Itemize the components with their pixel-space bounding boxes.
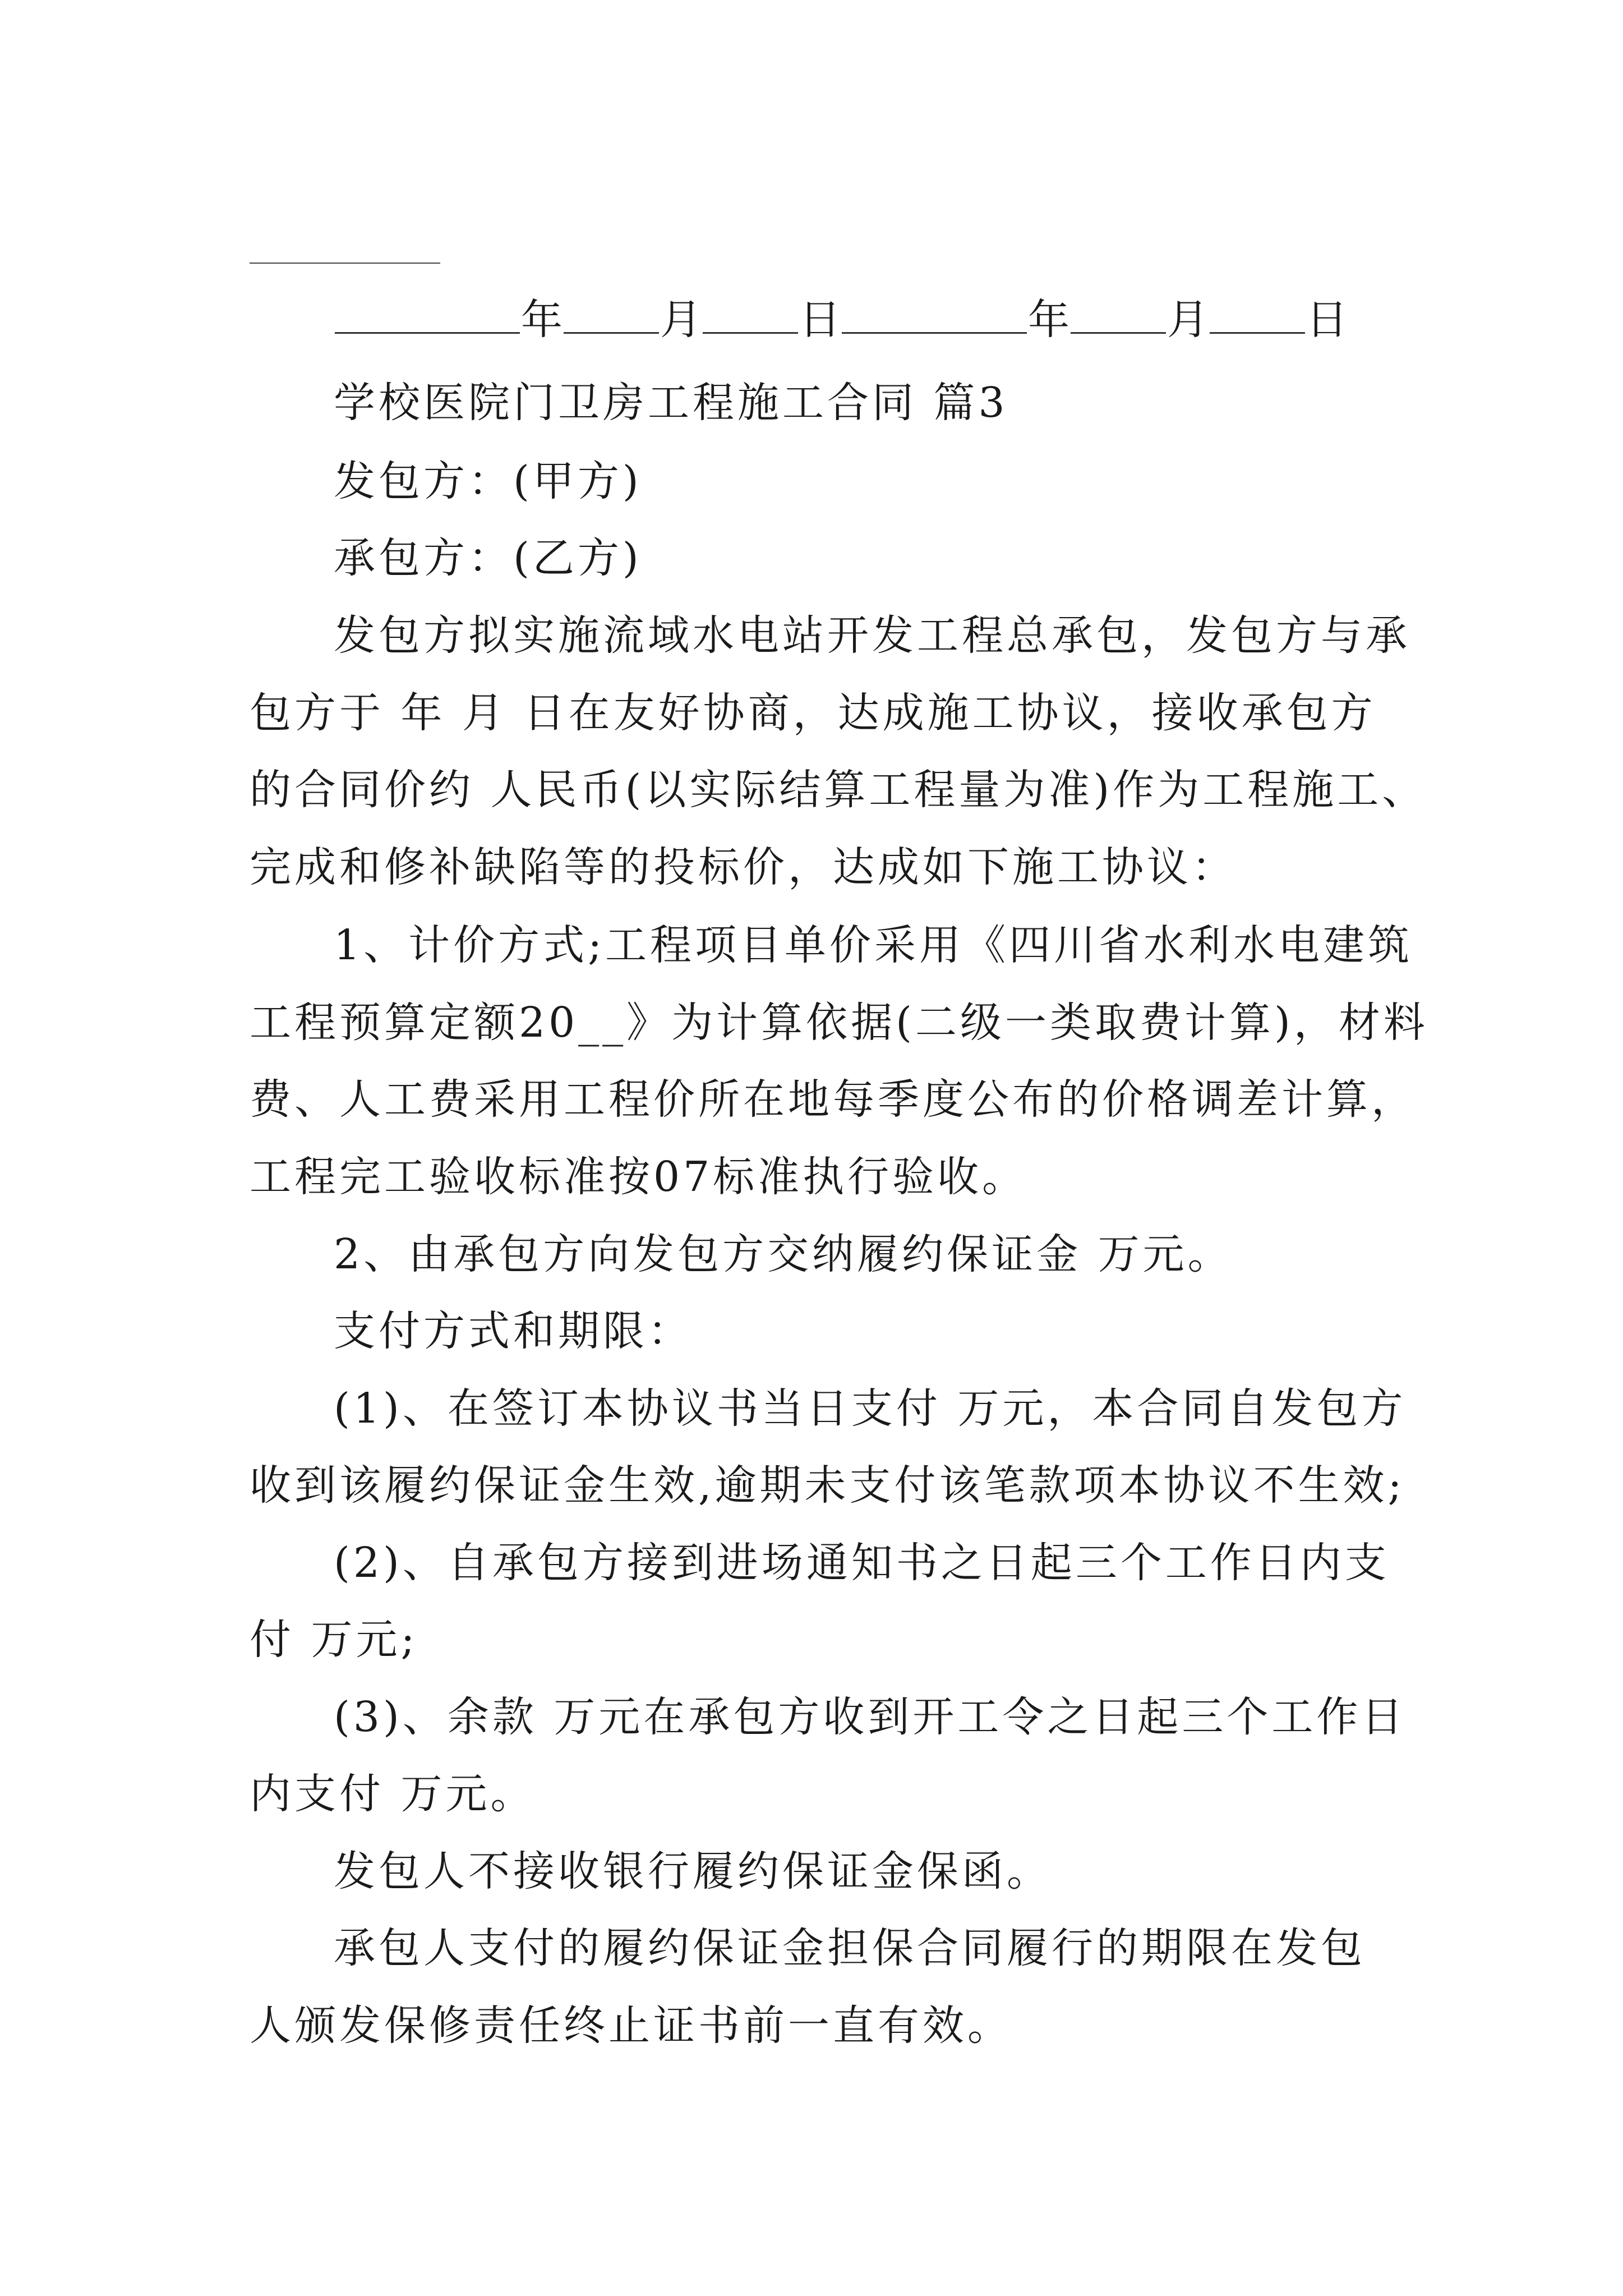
clause-2-line: 2、由承包方向发包方交纳履约保证金 万元。 xyxy=(334,1230,1233,1278)
validity-line: 承包人支付的履约保证金担保合同履行的期限在发包 xyxy=(334,1924,1366,1972)
party-a-line: 发包方：(甲方) xyxy=(334,457,642,505)
body-line: 的合同价约 人民币(以实际结算工程量为准)作为工程施工、 xyxy=(250,766,1427,814)
year-label-2: 年 xyxy=(1028,296,1069,344)
day-blank-1 xyxy=(703,295,798,334)
validity-line: 人颁发保修责任终止证书前一直有效。 xyxy=(250,2001,1012,2050)
top-divider xyxy=(250,263,440,264)
day-blank-2 xyxy=(1210,295,1305,334)
payment-item-2: 付 万元; xyxy=(250,1616,418,1664)
body-line: 包方于 年 月 日在友好协商，达成施工协议，接收承包方 xyxy=(250,689,1376,737)
month-blank-1 xyxy=(564,295,659,334)
body-line: 完成和修补缺陷等的投标价，达成如下施工协议： xyxy=(250,843,1237,891)
month-blank-2 xyxy=(1071,295,1166,334)
body-line: 发包方拟实施流域水电站开发工程总承包，发包方与承 xyxy=(334,611,1410,660)
payment-heading: 支付方式和期限： xyxy=(334,1307,693,1355)
clause-1-line: 工程预算定额20__》为计算依据(二级一类取费计算)，材料 xyxy=(250,999,1428,1047)
year-label-1: 年 xyxy=(521,296,562,344)
payment-item-1: (1)、在签订本协议书当日支付 万元，本合同自发包方 xyxy=(334,1384,1407,1433)
day-label-1: 日 xyxy=(799,296,841,344)
payment-item-3: (3)、余款 万元在承包方收到开工令之日起三个工作日 xyxy=(334,1693,1407,1741)
month-label-1: 月 xyxy=(660,296,702,344)
year-blank-1 xyxy=(335,295,520,334)
clause-1-line: 1、计价方式;工程项目单价采用《四川省水利水电建筑 xyxy=(334,921,1413,969)
clause-1-line: 费、人工费采用工程价所在地每季度公布的价格调差计算， xyxy=(250,1075,1416,1124)
clause-1-line: 工程完工验收标准按07标准执行验收。 xyxy=(250,1153,1027,1201)
payment-item-1: 收到该履约保证金生效,逾期未支付该笔款项本协议不生效; xyxy=(250,1461,1405,1510)
payment-item-3: 内支付 万元。 xyxy=(250,1770,536,1818)
month-label-2: 月 xyxy=(1167,296,1209,344)
guarantee-note: 发包人不接收银行履约保证金保函。 xyxy=(334,1847,1052,1895)
party-b-line: 承包方：(乙方) xyxy=(334,534,642,582)
payment-item-2: (2)、自承包方接到进场通知书之日起三个工作日内支 xyxy=(334,1539,1390,1587)
day-label-2: 日 xyxy=(1306,296,1348,344)
section-title: 学校医院门卫房工程施工合同 篇3 xyxy=(334,379,1008,427)
year-blank-2 xyxy=(842,295,1027,334)
signature-date-line xyxy=(334,293,1348,347)
